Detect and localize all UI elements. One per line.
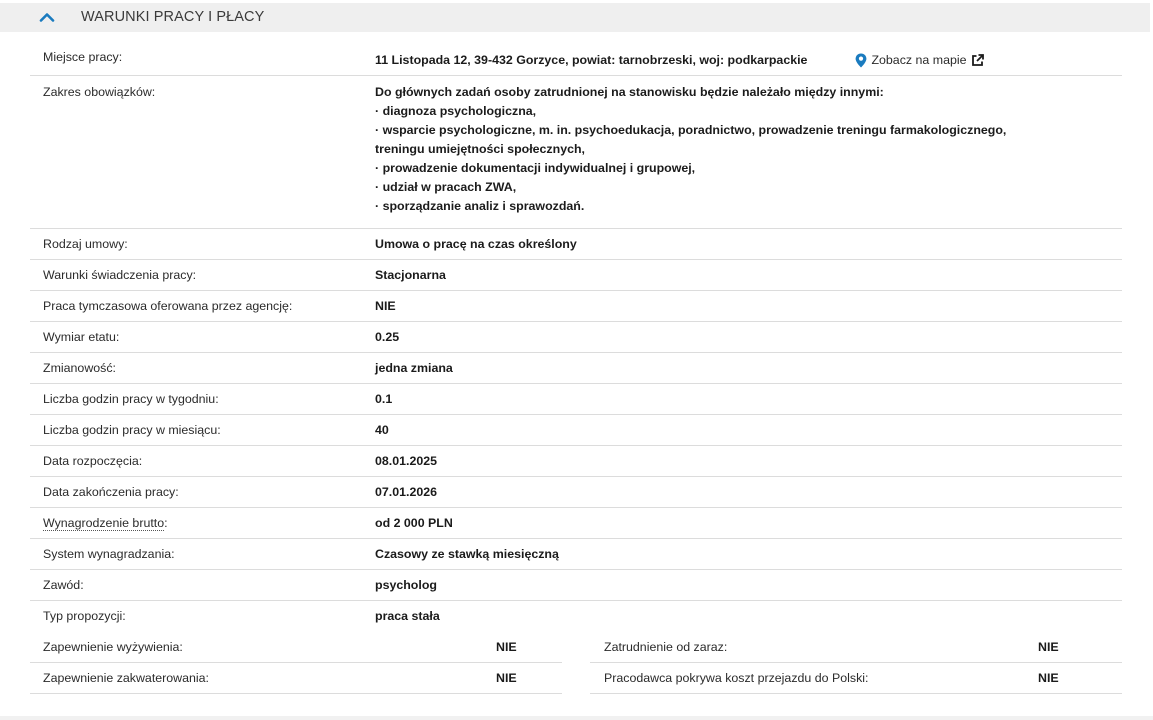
section-header[interactable] — [0, 3, 1150, 32]
duties-value — [375, 83, 1122, 228]
monthly-hours-row — [30, 415, 1122, 446]
benefits-left-column — [30, 632, 562, 694]
monthly-hours-value: 40 — [375, 422, 389, 437]
duties-line: Do głównych zadań osoby zatrudnionej na stanowisku będzie należało między innymi: — [375, 85, 884, 99]
end-date-row — [30, 477, 1122, 508]
duties-row — [30, 76, 1122, 229]
travel-cost-value: NIE — [1038, 671, 1059, 685]
benefits-right-column — [590, 632, 1122, 694]
duties-line: · diagnoza psychologiczna, — [375, 104, 537, 118]
duties-line: · udział w pracach ZWA, — [375, 180, 517, 194]
travel-cost-label: Pracodawca pokrywa koszt przejazdu do Polski: — [604, 671, 869, 685]
contract-type-row — [30, 229, 1122, 260]
profession-label: Zawód: — [43, 577, 84, 592]
end-date-label: Data zakończenia pracy: — [43, 484, 179, 499]
profession-value: psycholog — [375, 577, 437, 592]
work-mode-row — [30, 260, 1122, 291]
external-link-icon — [971, 54, 984, 67]
travel-cost-row — [590, 663, 1122, 694]
end-date-value: 07.01.2026 — [375, 484, 438, 499]
work-mode-value: Stacjonarna — [375, 267, 446, 282]
work-conditions-panel — [30, 40, 1122, 632]
shifts-label: Zmianowość: — [43, 360, 116, 375]
immediate-hire-value: NIE — [1038, 640, 1059, 654]
meals-label: Zapewnienie wyżywienia: — [43, 640, 183, 654]
pay-system-label: System wynagradzania: — [43, 546, 175, 561]
contract-type-label: Rodzaj umowy: — [43, 236, 128, 251]
meals-value: NIE — [496, 640, 517, 654]
bottom-divider — [0, 716, 1153, 720]
offer-type-label: Typ propozycji: — [43, 609, 126, 623]
immediate-hire-label: Zatrudnienie od zaraz: — [604, 640, 728, 654]
location-label: Miejsce pracy: — [43, 50, 123, 64]
duties-line: · prowadzenie dokumentacji indywidualnej i grupowej, — [375, 161, 696, 175]
salary-value: od 2 000 PLN — [375, 515, 453, 530]
start-date-label: Data rozpoczęcia: — [43, 453, 143, 468]
meals-row — [30, 632, 562, 663]
monthly-hours-label: Liczba godzin pracy w miesiącu: — [43, 422, 221, 437]
fte-label: Wymiar etatu: — [43, 329, 120, 344]
offer-type-row — [30, 601, 1122, 632]
contract-type-value: Umowa o pracę na czas określony — [375, 236, 577, 251]
immediate-hire-row — [590, 632, 1122, 663]
map-link-label[interactable]: Zobacz na mapie — [871, 53, 967, 67]
accommodation-row — [30, 663, 562, 694]
work-mode-label: Warunki świadczenia pracy: — [43, 267, 197, 282]
start-date-row — [30, 446, 1122, 477]
map-link[interactable] — [855, 51, 983, 70]
salary-label: Wynagrodzenie brutto: — [43, 515, 168, 530]
benefits-grid — [30, 632, 1122, 696]
fte-value: 0.25 — [375, 329, 400, 344]
pay-system-row — [30, 539, 1122, 570]
location-address: 11 Listopada 12, 39-432 Gorzyce, powiat: tarnobrzeski, woj: podkarpackie — [375, 53, 808, 67]
offer-type-value: praca stała — [375, 609, 440, 623]
map-pin-icon — [855, 53, 867, 68]
chevron-up-icon[interactable] — [39, 12, 55, 22]
pay-system-value: Czasowy ze stawką miesięczną — [375, 546, 559, 561]
duties-line: · wsparcie psychologiczne, m. in. psychoedukacja, poradnictwo, prowadzenie treningu farmakologicznego, treningu umiejętności społecznych, — [375, 123, 1007, 156]
fte-row — [30, 322, 1122, 353]
profession-row — [30, 570, 1122, 601]
location-row — [30, 40, 1122, 76]
salary-tooltip-term[interactable]: Wynagrodzenie brutto — [43, 515, 165, 530]
duties-line: · sporządzanie analiz i sprawozdań. — [375, 199, 585, 213]
weekly-hours-row — [30, 384, 1122, 415]
shifts-row — [30, 353, 1122, 384]
accommodation-value: NIE — [496, 671, 517, 685]
temp-agency-row — [30, 291, 1122, 322]
section-title: WARUNKI PRACY I PŁACY — [81, 9, 265, 25]
accommodation-label: Zapewnienie zakwaterowania: — [43, 671, 209, 685]
weekly-hours-value: 0.1 — [375, 391, 393, 406]
duties-label: Zakres obowiązków: — [43, 85, 156, 99]
weekly-hours-label: Liczba godzin pracy w tygodniu: — [43, 391, 219, 406]
shifts-value: jedna zmiana — [375, 360, 453, 375]
temp-agency-value: NIE — [375, 298, 396, 313]
start-date-value: 08.01.2025 — [375, 453, 438, 468]
temp-agency-label: Praca tymczasowa oferowana przez agencję: — [43, 298, 293, 313]
location-value — [375, 48, 1122, 70]
salary-row — [30, 508, 1122, 539]
